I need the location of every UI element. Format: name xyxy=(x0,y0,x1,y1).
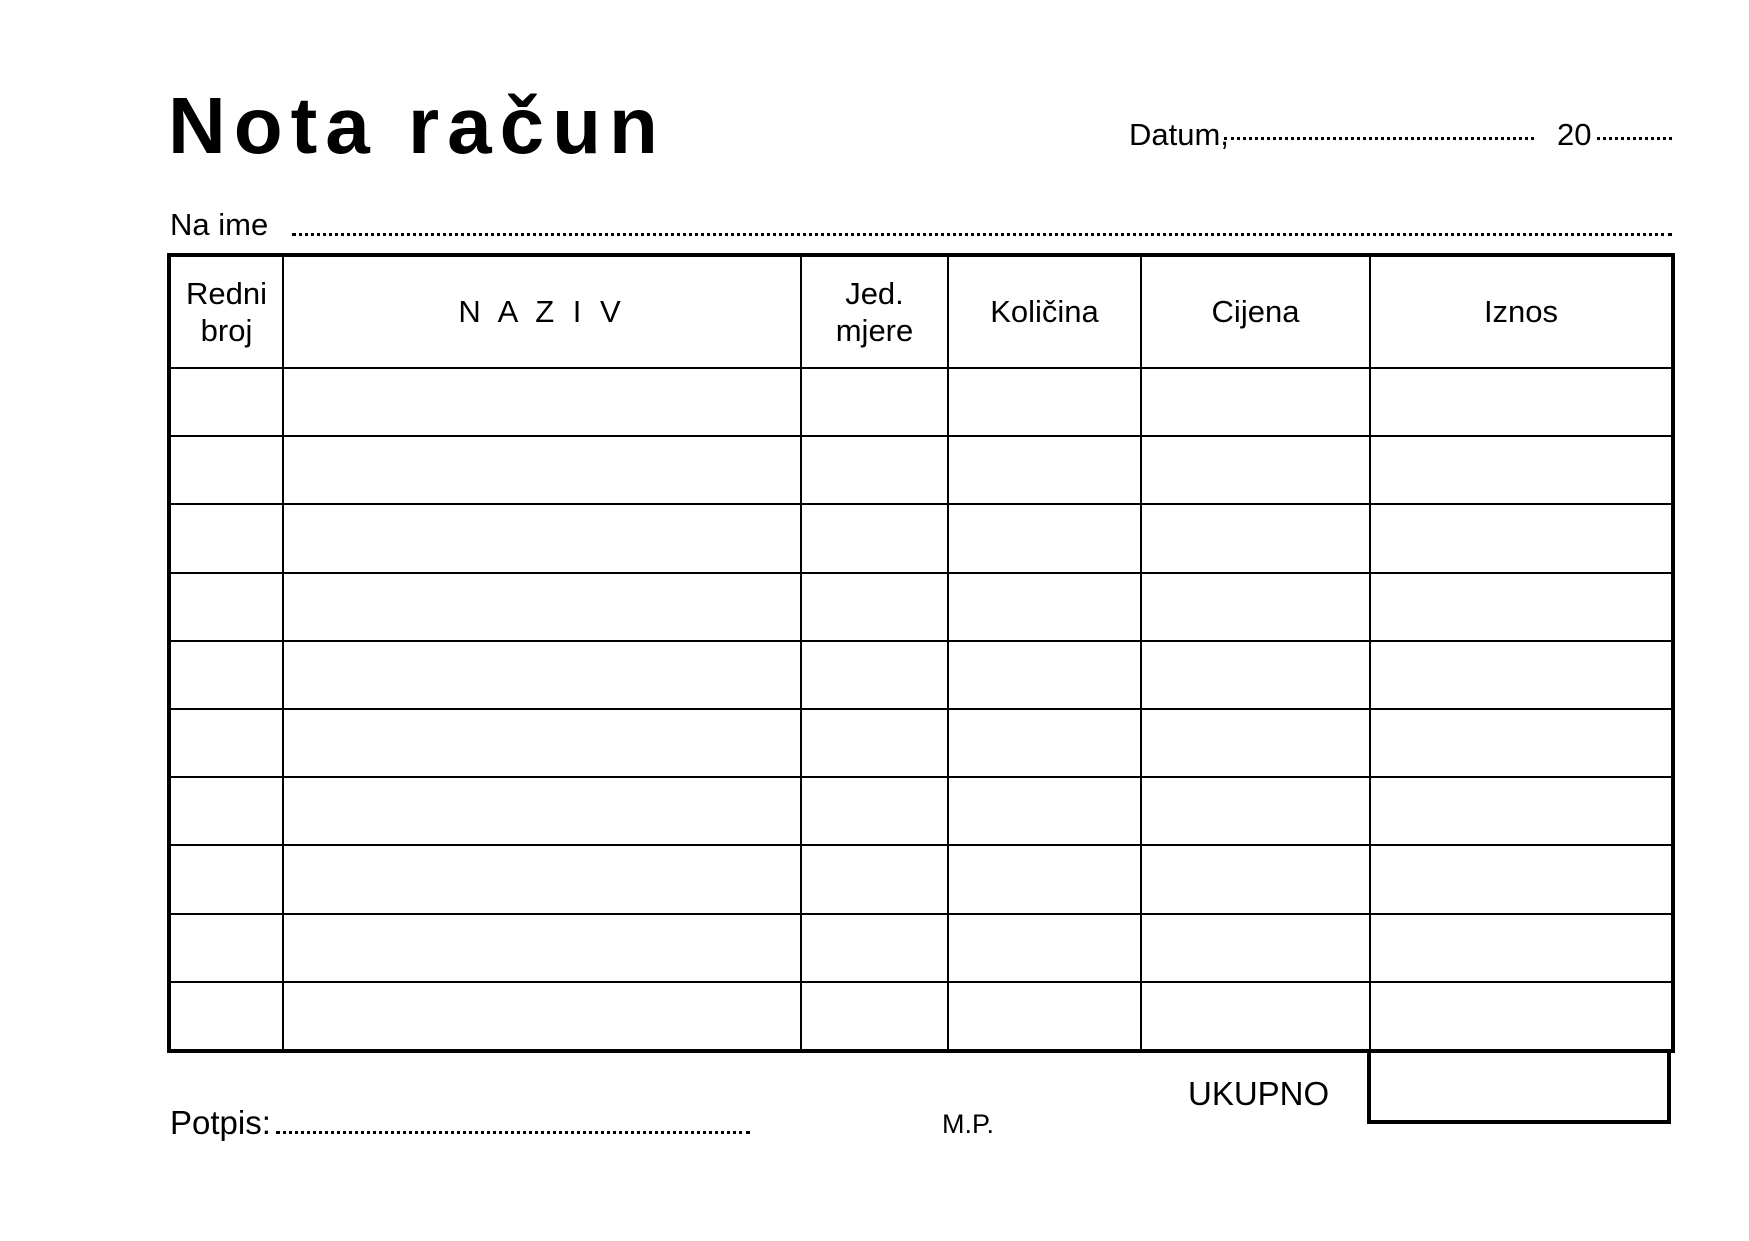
cell-price[interactable] xyxy=(1141,436,1370,504)
cell-amount[interactable] xyxy=(1370,914,1673,982)
cell-amount[interactable] xyxy=(1370,641,1673,709)
cell-price[interactable] xyxy=(1141,504,1370,572)
column-header-line: Jed. xyxy=(845,275,904,311)
column-header-line: Cijena xyxy=(1211,294,1300,330)
column-header-quantity xyxy=(948,255,1141,368)
signature-label: Potpis: xyxy=(170,1104,271,1141)
cell-quantity[interactable] xyxy=(948,845,1141,913)
cell-name[interactable] xyxy=(283,914,801,982)
total-label: UKUPNO xyxy=(1188,1075,1330,1112)
column-header-line: Količina xyxy=(990,294,1099,330)
cell-amount[interactable] xyxy=(1370,709,1673,777)
cell-amount[interactable] xyxy=(1370,982,1673,1051)
cell-ordinal[interactable] xyxy=(169,436,283,504)
table-row xyxy=(169,573,1673,641)
cell-price[interactable] xyxy=(1141,777,1370,845)
stamp-label: M.P. xyxy=(942,1109,995,1139)
total-field[interactable] xyxy=(1367,1053,1671,1124)
cell-unit[interactable] xyxy=(801,436,948,504)
cell-name[interactable] xyxy=(283,436,801,504)
cell-ordinal[interactable] xyxy=(169,641,283,709)
document-title: Nota račun xyxy=(168,81,666,170)
column-header-line: N A Z I V xyxy=(458,294,626,330)
table-row xyxy=(169,777,1673,845)
column-header-line: broj xyxy=(200,313,253,348)
table-body xyxy=(169,368,1673,1051)
cell-unit[interactable] xyxy=(801,573,948,641)
table-row xyxy=(169,709,1673,777)
column-header-unit xyxy=(801,255,948,368)
cell-unit[interactable] xyxy=(801,709,948,777)
cell-price[interactable] xyxy=(1141,641,1370,709)
cell-name[interactable] xyxy=(283,845,801,913)
column-header-line: Redni xyxy=(186,275,267,311)
cell-ordinal[interactable] xyxy=(169,709,283,777)
cell-amount[interactable] xyxy=(1370,504,1673,572)
cell-name[interactable] xyxy=(283,777,801,845)
cell-name[interactable] xyxy=(283,982,801,1051)
cell-quantity[interactable] xyxy=(948,709,1141,777)
cell-ordinal[interactable] xyxy=(169,573,283,641)
table-row xyxy=(169,504,1673,572)
cell-quantity[interactable] xyxy=(948,777,1141,845)
cell-unit[interactable] xyxy=(801,368,948,436)
cell-amount[interactable] xyxy=(1370,845,1673,913)
cell-quantity[interactable] xyxy=(948,368,1141,436)
cell-amount[interactable] xyxy=(1370,777,1673,845)
cell-ordinal[interactable] xyxy=(169,845,283,913)
column-header-amount xyxy=(1370,255,1673,368)
cell-quantity[interactable] xyxy=(948,641,1141,709)
column-header-name xyxy=(283,255,801,368)
column-header-ordinal xyxy=(169,255,283,368)
cell-unit[interactable] xyxy=(801,982,948,1051)
cell-amount[interactable] xyxy=(1370,573,1673,641)
table-row xyxy=(169,641,1673,709)
table-row xyxy=(169,914,1673,982)
cell-quantity[interactable] xyxy=(948,436,1141,504)
cell-name[interactable] xyxy=(283,641,801,709)
customer-name-label: Na ime xyxy=(170,207,269,242)
date-field[interactable] xyxy=(1224,137,1534,140)
cell-price[interactable] xyxy=(1141,982,1370,1051)
customer-name-field[interactable] xyxy=(292,233,1672,236)
table-row xyxy=(169,368,1673,436)
cell-quantity[interactable] xyxy=(948,573,1141,641)
cell-amount[interactable] xyxy=(1370,368,1673,436)
table-row xyxy=(169,982,1673,1051)
year-prefix: 20 xyxy=(1557,117,1592,152)
cell-ordinal[interactable] xyxy=(169,368,283,436)
table-header-row xyxy=(169,255,1673,368)
cell-price[interactable] xyxy=(1141,845,1370,913)
cell-price[interactable] xyxy=(1141,914,1370,982)
column-header-line: mjere xyxy=(835,313,914,348)
cell-unit[interactable] xyxy=(801,504,948,572)
cell-name[interactable] xyxy=(283,504,801,572)
cell-price[interactable] xyxy=(1141,573,1370,641)
cell-price[interactable] xyxy=(1141,709,1370,777)
cell-name[interactable] xyxy=(283,368,801,436)
cell-amount[interactable] xyxy=(1370,436,1673,504)
year-field[interactable] xyxy=(1597,137,1672,140)
cell-name[interactable] xyxy=(283,573,801,641)
cell-ordinal[interactable] xyxy=(169,982,283,1051)
cell-ordinal[interactable] xyxy=(169,777,283,845)
table-row xyxy=(169,436,1673,504)
signature-field[interactable] xyxy=(276,1131,750,1134)
table-row xyxy=(169,845,1673,913)
date-label: Datum, xyxy=(1129,117,1229,152)
column-header-price xyxy=(1141,255,1370,368)
cell-name[interactable] xyxy=(283,709,801,777)
cell-ordinal[interactable] xyxy=(169,504,283,572)
cell-quantity[interactable] xyxy=(948,914,1141,982)
cell-price[interactable] xyxy=(1141,368,1370,436)
cell-unit[interactable] xyxy=(801,845,948,913)
cell-ordinal[interactable] xyxy=(169,914,283,982)
cell-quantity[interactable] xyxy=(948,504,1141,572)
cell-unit[interactable] xyxy=(801,777,948,845)
cell-quantity[interactable] xyxy=(948,982,1141,1051)
items-table xyxy=(167,253,1675,1053)
cell-unit[interactable] xyxy=(801,641,948,709)
cell-unit[interactable] xyxy=(801,914,948,982)
column-header-line: Iznos xyxy=(1483,294,1559,330)
